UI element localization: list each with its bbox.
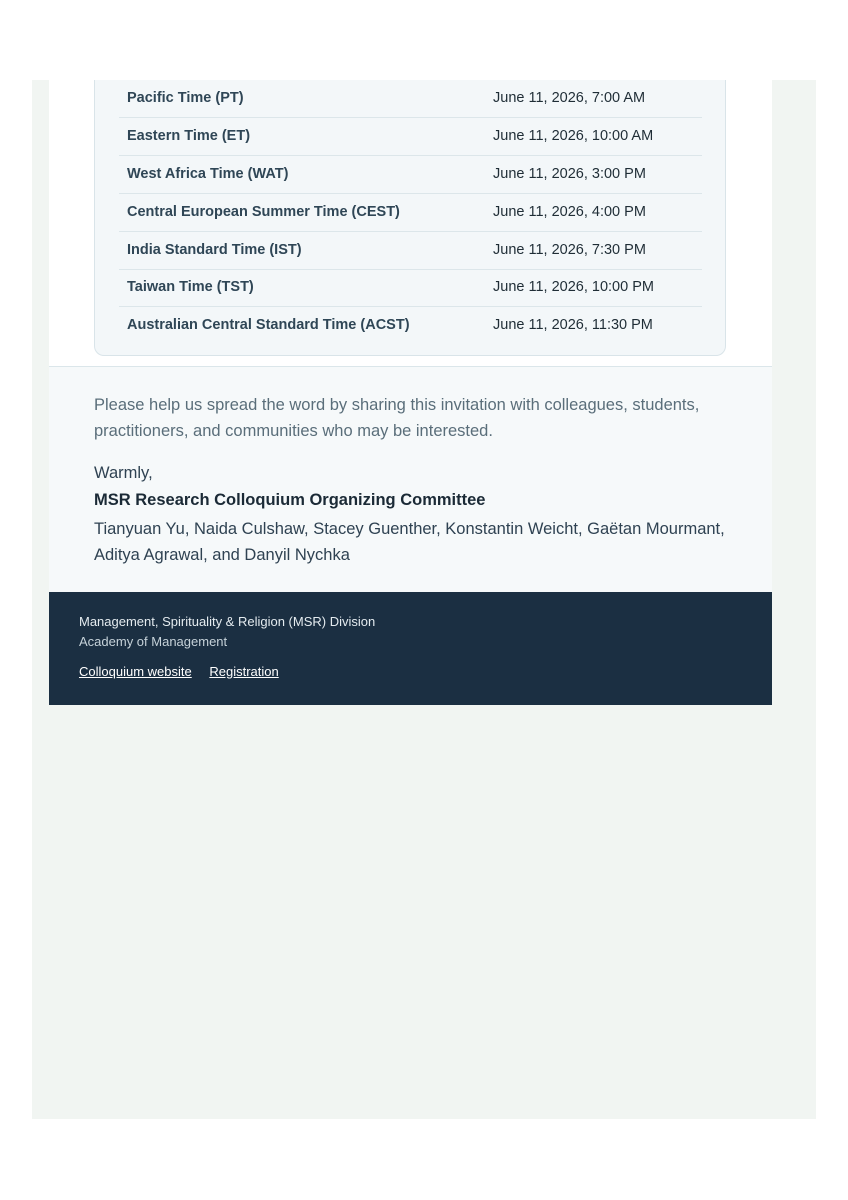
- footer: [49, 592, 772, 705]
- timezone-section: [49, 80, 772, 367]
- timezone-datetime: June 11, 2026, 10:00 PM: [493, 279, 654, 295]
- committee-members: Tianyuan Yu, Naida Culshaw, Stacey Guenther, Konstantin Weicht, Gaëtan Mourmant, Aditya Agrawal, and Danyil Nychka: [94, 520, 725, 564]
- timezone-datetime: June 11, 2026, 3:00 PM: [493, 166, 646, 182]
- table-row: [119, 232, 702, 270]
- timezone-datetime: June 11, 2026, 4:00 PM: [493, 204, 646, 220]
- committee-name: MSR Research Colloquium Organizing Committee: [94, 491, 486, 509]
- timezone-datetime: June 11, 2026, 10:00 AM: [493, 128, 654, 144]
- timezone-name: Australian Central Standard Time (ACST): [127, 317, 410, 333]
- timezone-name: Eastern Time (ET): [127, 128, 251, 144]
- share-invitation-text: Please help us spread the word by sharing this invitation with colleagues, students, practitioners, and communities who may be interested.: [94, 396, 700, 440]
- timezone-datetime: June 11, 2026, 11:30 PM: [493, 317, 653, 333]
- footer-organization: Academy of Management: [79, 634, 228, 649]
- email-card: [49, 80, 772, 592]
- timezone-name: Central European Summer Time (CEST): [127, 204, 400, 220]
- timezone-name: Pacific Time (PT): [127, 90, 244, 106]
- footer-division: Management, Spirituality & Religion (MSR) Division: [79, 614, 376, 629]
- timezone-datetime: June 11, 2026, 7:00 AM: [493, 90, 646, 106]
- table-row: [119, 194, 702, 232]
- registration-link[interactable]: Registration: [209, 664, 279, 679]
- colloquium-website-link[interactable]: Colloquium website: [79, 664, 192, 679]
- footer-links: [79, 664, 293, 679]
- signoff: Warmly,: [94, 464, 153, 482]
- table-row: [119, 80, 702, 118]
- table-row: [119, 156, 702, 194]
- timezone-datetime: June 11, 2026, 7:30 PM: [493, 242, 646, 258]
- timezone-table: [94, 80, 726, 356]
- table-row: [119, 307, 702, 344]
- table-row: [119, 269, 702, 307]
- timezone-name: Taiwan Time (TST): [127, 279, 254, 295]
- table-row: [119, 118, 702, 156]
- timezone-name: India Standard Time (IST): [127, 242, 302, 258]
- timezone-name: West Africa Time (WAT): [127, 166, 289, 182]
